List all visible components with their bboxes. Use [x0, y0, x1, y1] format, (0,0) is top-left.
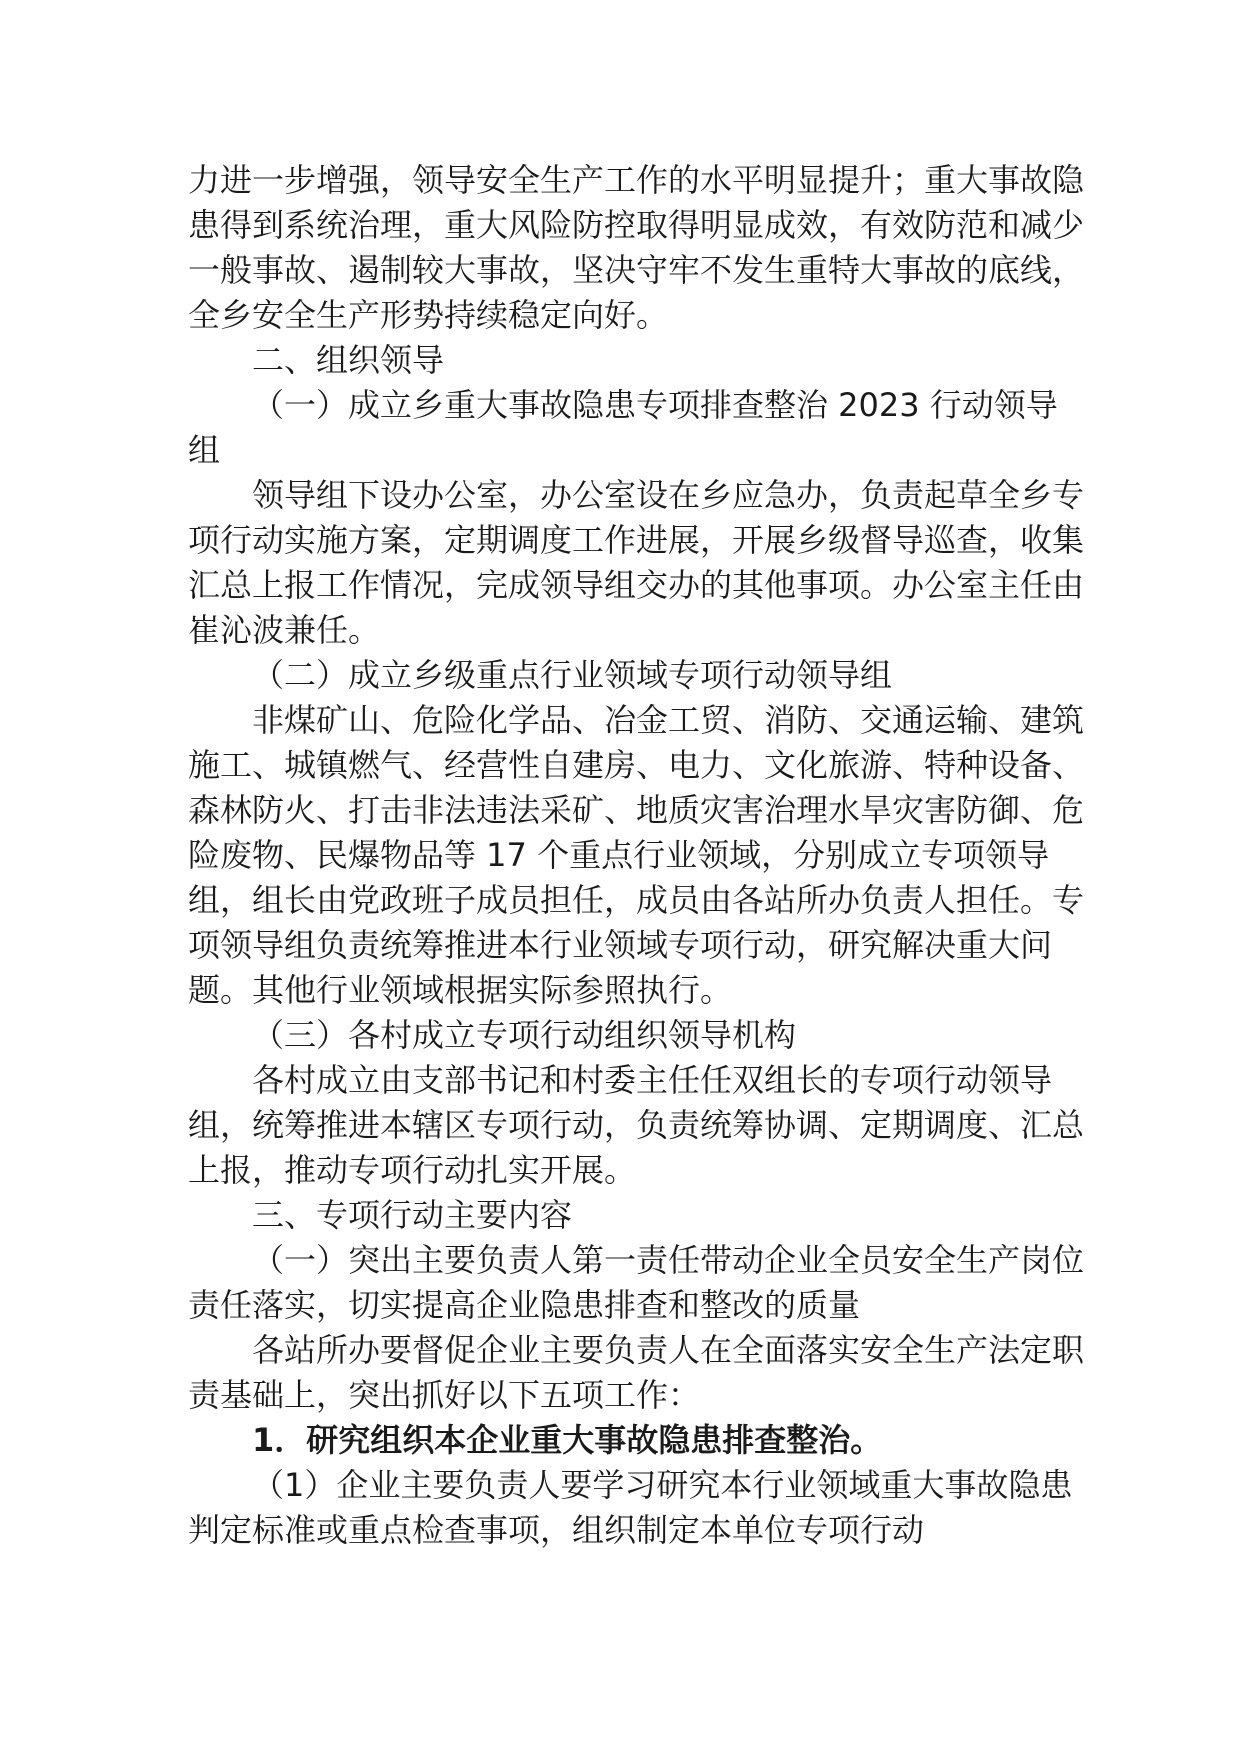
- paragraph-key-industries: 非煤矿山、危险化学品、冶金工贸、消防、交通运输、建筑施工、城镇燃气、经营性自建房、电力、文化旅游、特种设备、森林防火、打击非法违法采矿、地质灾害治理水旱灾害防御、危险废物、民爆物品等 17 个重点行业领域，分别成立专项领导组，组长由党政班子成员担任，成员由各站所办负责人担任。专项领导组负责统筹推进本行业领域专项行动，研究解决重大问题。其他行业领域根据实际参照执行。: [188, 701, 1085, 1009]
- paragraph-village-groups: 各村成立由支部书记和村委主任任双组长的专项行动领导组，统筹推进本辖区专项行动，负责统筹协调、定期调度、汇总上报，推动专项行动扎实开展。: [188, 1061, 1085, 1189]
- subheading-township-leadership-group: （一）成立乡重大事故隐患专项排查整治 2023 行动领导组: [188, 386, 1058, 469]
- subheading-village-leadership: （三）各村成立专项行动组织领导机构: [252, 1016, 797, 1054]
- document-body: [188, 158, 1088, 1553]
- item-heading-1: 1．研究组织本企业重大事故隐患排查整治。: [252, 1421, 883, 1459]
- subheading-principal-responsibility: （一）突出主要负责人第一责任带动企业全员安全生产岗位责任落实，切实提高企业隐患排查和整改的质量: [188, 1241, 1085, 1324]
- section-heading-organization: 二、组织领导: [252, 341, 445, 379]
- paragraph-five-tasks: 各站所办要督促企业主要负责人在全面落实安全生产法定职责基础上，突出抓好以下五项工作：: [188, 1331, 1085, 1414]
- paragraph-office: 领导组下设办公室，办公室设在乡应急办，负责起草全乡专项行动实施方案，定期调度工作进展，开展乡级督导巡查，收集汇总上报工作情况，完成领导组交办的其他事项。办公室主任由崔沁波兼任。: [188, 476, 1085, 649]
- paragraph-item-1-1: （1）企业主要负责人要学习研究本行业领域重大事故隐患判定标准或重点检查事项，组织制定本单位专项行动: [188, 1466, 1073, 1549]
- paragraph-intro-continued: 力进一步增强，领导安全生产工作的水平明显提升；重大事故隐患得到系统治理，重大风险防控取得明显成效，有效防范和减少一般事故、遏制较大事故，坚决守牢不发生重特大事故的底线，全乡安全生产形势持续稳定向好。: [188, 161, 1085, 334]
- section-heading-main-content: 三、专项行动主要内容: [252, 1196, 573, 1234]
- subheading-industry-leadership-groups: （二）成立乡级重点行业领域专项行动领导组: [252, 656, 893, 694]
